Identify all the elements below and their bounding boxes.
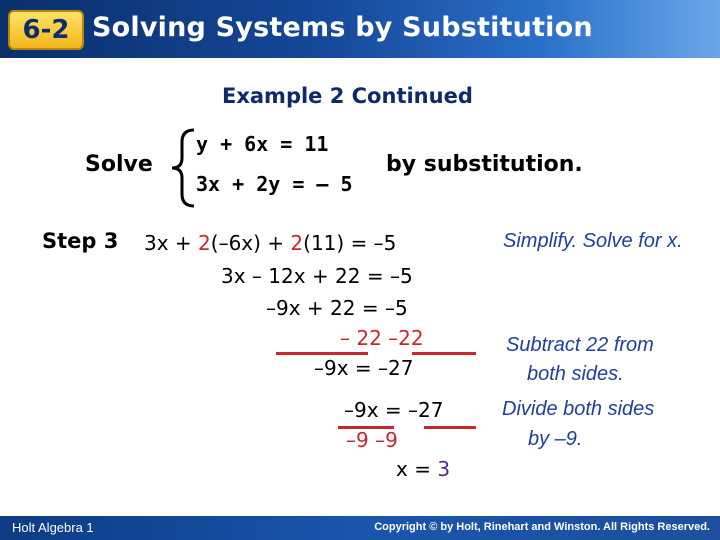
by-substitution-text: by substitution. [386, 152, 583, 177]
step-line-1-part-c: (11) = –5 [303, 231, 397, 255]
solution-line [396, 457, 450, 481]
substituted-coefficient: 2 [290, 231, 304, 255]
note-divide-line-1: Divide both sides [502, 398, 655, 420]
step-line-1-part-b: (–6x) + [210, 231, 291, 255]
footer-bar [0, 516, 720, 540]
subtract-22-row: – 22 –22 [340, 326, 424, 350]
underline-left [276, 352, 368, 355]
step-line-1 [144, 231, 396, 255]
step-line-6: –9x = –27 [344, 398, 444, 422]
step-line-1-part-a: 3x + [144, 231, 199, 255]
solve-label: Solve [85, 152, 153, 177]
divide-by-row: –9 –9 [346, 428, 398, 452]
underline-right [412, 352, 476, 355]
step-line-5: –9x = –27 [314, 356, 414, 380]
solution-variable: x = [396, 457, 438, 481]
note-simplify: Simplify. Solve for x. [503, 230, 683, 252]
system-brace-icon [168, 126, 198, 210]
footer-copyright: Copyright © by Holt, Rinehart and Winston. All Rights Reserved. [374, 521, 710, 533]
fraction-bar-right [424, 426, 476, 429]
solution-value: 3 [437, 457, 451, 481]
step-line-3: –9x + 22 = –5 [266, 296, 408, 320]
step-line-2: 3x – 12x + 22 = –5 [221, 264, 413, 288]
substituted-coefficient: 2 [198, 231, 211, 255]
step-label: Step 3 [42, 229, 119, 253]
title-bar [0, 0, 720, 58]
system-equation-2: 3x + 2y = – 5 [196, 172, 353, 196]
note-subtract-line-1: Subtract 22 from [506, 334, 654, 356]
footer-book-title: Holt Algebra 1 [12, 520, 94, 535]
note-subtract-line-2: both sides. [527, 363, 624, 385]
note-divide-line-2: by –9. [528, 428, 583, 450]
lesson-title: Solving Systems by Substitution [92, 12, 593, 43]
example-subtitle: Example 2 Continued [222, 84, 473, 108]
lesson-badge: 6-2 [8, 10, 84, 50]
system-equation-1: y + 6x = 11 [196, 132, 329, 156]
